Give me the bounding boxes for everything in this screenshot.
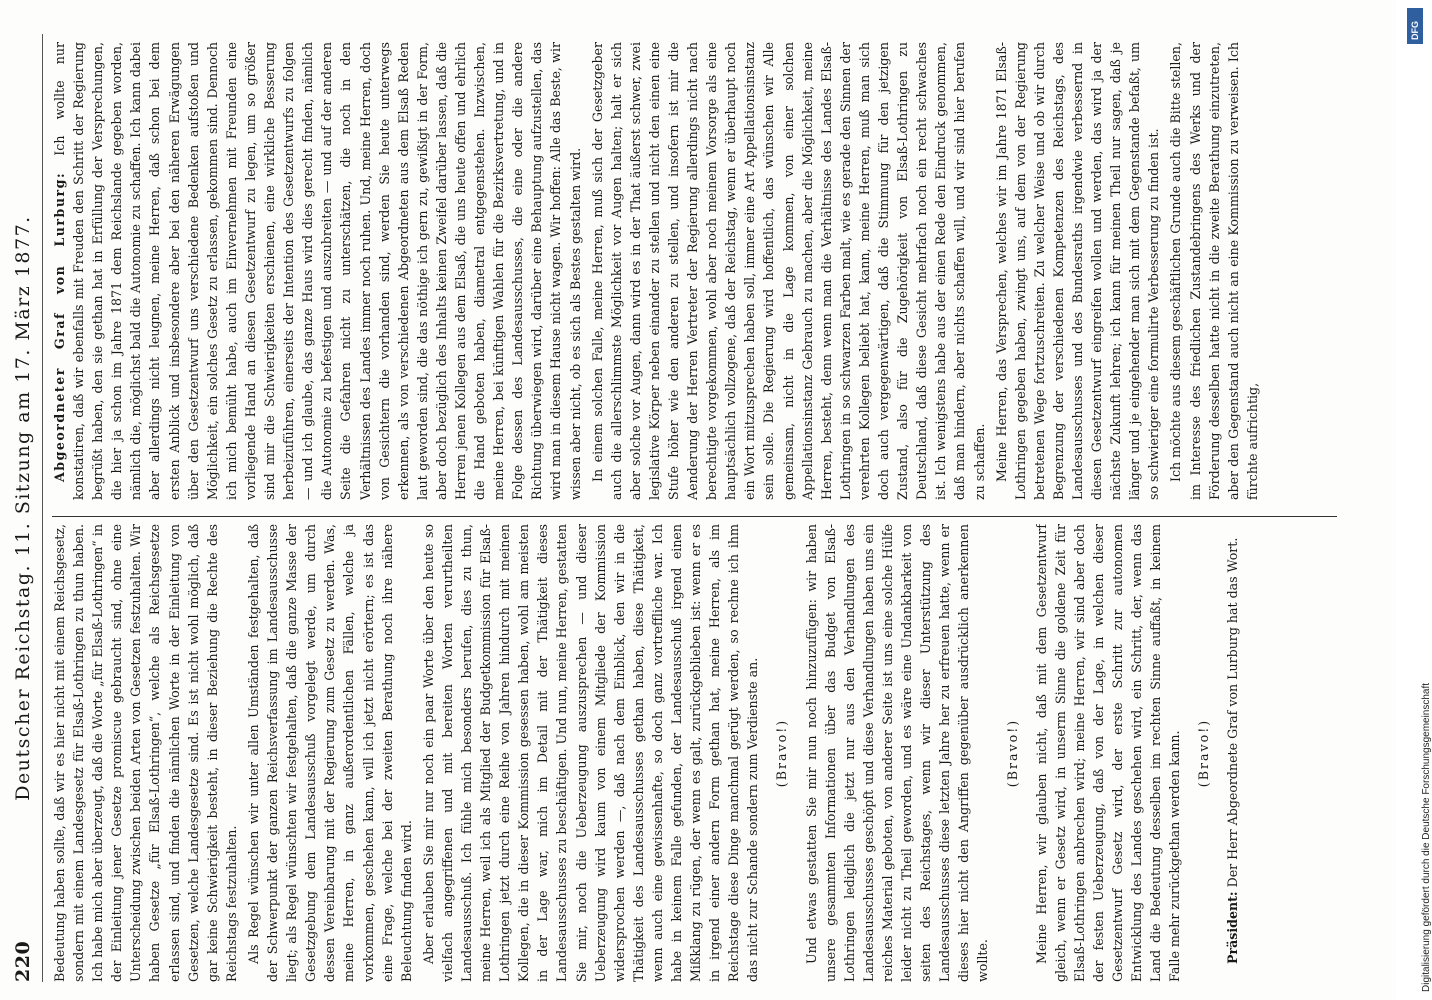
speaker-name: Abgeordneter Graf von Lurburg: (52, 171, 67, 482)
page-header (8, 34, 42, 982)
applause-note: (Bravo!) (774, 718, 790, 788)
dfg-logo (1407, 8, 1423, 44)
running-title: Deutscher Reichstag. 11. Sitzung am 17. März 1877. (12, 215, 34, 801)
header-rule (42, 34, 43, 982)
speech-opening (50, 42, 585, 500)
paragraph: Meine Herren, wir glauben nicht, daß mit dem Gesetzentwurf gleich, wenn er Gesetz wird, in unserm Sinne die goldene Zeit für Elsaß-Lothringen anbrechen wird; meine Herren, wir sind aber doch der festen Ueberzeugung, daß von der Lage, in welchen dieser Gesetzentwurf Gesetz wird, der erste Schritt zur autonomen Entwicklung des Landes geschehen wird, ein Schritt, der, wenn das Land die Bedeutung desselben im rechten Sinne auffaßt, in keinem Falle mehr zurückgethan werden kann. (1033, 524, 1183, 982)
right-column (50, 42, 1340, 500)
president-remark (1223, 524, 1242, 982)
digitization-credit-bar (1396, 0, 1432, 1000)
paragraph: In einem solchen Falle, meine Herren, muß sich der Gesetzgeber auch die allerschlimmste Möglichkeit vor Augen halten; halt er sich aber solche vor Augen, dann wird es in der That äußerst schwer, zwei legislative Körper neben einander zu stellen und nicht den einen eine Stufe höher wie den anderen zu stellen, und insofern ist mir die Aenderung der Herren Vertreter der Regierung allerdings nicht nach berechtigte vorgekommen, wohl aber noch meinem Vorsorge als eine hauptsächlich vollzogene, daß der Reichstag, wenn er überhaupt noch ein Wort mitzusprechen haben soll, immer eine Art Appellationsinstanz sein solle. Die Regierung wird hoffentlich, das wünschen wir Alle gemeinsam, nicht in die Lage kommen, von einer solchen Appellationsinstanz Gebrauch zu machen, aber die Möglichkeit, meine Herren, besteht, denn wenn man die Verhältnisse des Landes Elsaß-Lothringen in so schwarzen Farben malt, wie es gerade den Sinnen der verehrten Kollegen beliebt hat, kann, meine Herren, muß man sich doch auch vergegenwärtigen, daß die Stimmung für den jetzigen Zustand, also für die Zugehörigkeit von Elsaß-Lothringen zu Deutschland, daß diese Gesicht mehrfach noch ein recht schwaches ist. Ich wenigstens habe aus der einen Rede den Eindruck genommen, daß man hindern, aber nichts schaffen will, und wir sind hier berufen zu schaffen. (589, 42, 987, 500)
dfg-logo-text: DFG (1410, 21, 1420, 40)
digitization-credit: Digitalisierung gefördert durch die Deutsche Forschungsgemeinschaft (1421, 682, 1432, 992)
paragraph: Meine Herren, das Versprechen, welches wir im Jahre 1871 Elsaß-Lothringen gegeben haben, zwingt uns, auf dem von der Regierung betretenen Wege fortzuschreiten. Zu welcher Weise und ob wir durch Begrenzung der verschiedenen Kompetenzen des Reichstags, des Landesausschusses und des Bundesraths irgendwie verbessernd in diesen Gesetzentwurf eingreifen wollen und werden, das wird ja der nächste Zukunft lehren; ich kann für meinen Theil nur sagen, daß je länger und je eingehender man sich mit dem Gegenstande befaßt, um so schwieriger eine formulirte Verbesserung zu finden ist. (993, 42, 1162, 500)
paragraph: Ich wollte nur konstatiren, daß wir ebenfalls mit Freuden den Schritt der Regierung begrüßt haben, den sie gethan hat in Erfüllung der Versprechungen, die hier ja schon im Jahre 1871 dem Reichslande gegeben worden, nämlich die, möglichst bald die Autonomie zu schaffen. Ich kann dabei aber allerdings nicht leugnen, meine Herren, daß schon bei dem ersten Anblick und insbesondere aber bei den näheren Erwägungen über den Gesetzentwurf uns verschiedene Bedenken aufstoßen und Möglichkeit, ein solches Gesetz zu erlassen, gekommen sind. Dennoch ich mich bemüht habe, auch im Einvernehmen mit Freunden eine vorliegende Hand an diesen Gesetzentwurf zu legen, um so größer sind mir die Schwierigkeiten erschienen, eine wirkliche Besserung herbeizuführen, einerseits der Intention des Gesetzentwurfs zu folgen — und ich glaube, das ganze Haus wird dies gerecht finden, nämlich die Autonomie zu befestigen und auszubreiten — und auf der anderen Seite die Gefahren nicht zu unterschätzen, die noch in den Verhältnissen des Landes immer noch ruhen. Und, meine Herren, doch von Gesichtern die vorhanden sind, werden Sie heute unterwegs erkennen, als von verschiedenen Abgeordneten aus dem Elsaß Reden laut geworden sind, die das nöthige ich gern zu, gewißigt in der Form, aber doch bezüglich des Inhalts keinen Zweifel darüber lassen, daß die Herren jenen Kollegen aus dem Elsaß, die uns heute offen und ehrlich die Hand geboten haben, diametral entgegenstehen. Inzwischen, meine Herren, bei künftigen Wahlen für die Bezirksvertretung, und in Folge dessen des Landesausschusses, die eine oder die andere Richtung überwiegen wird, darüber eine Behauptung aufzustellen, das wird man in diesem Hause nicht wagen. Wir hoffen: Alle das Beste, wir wissen aber nicht, ob es sich als Bestes gestalten wird. (52, 42, 583, 500)
applause-note: (Bravo!) (1196, 718, 1212, 788)
president-text: Der Herr Abgeordnete Graf von Lurburg hat das Wort. (1225, 537, 1241, 888)
president-label: Präsident: (1225, 891, 1241, 964)
page-number: 220 (12, 940, 34, 982)
paragraph: Aber erlauben Sie mir nur noch ein paar Worte über den heute so vielfach angegriffenen und mit bereiten Worten verurtheilten Landesausschuß. Ich fühle mich besonders berufen, dies zu thun, meine Herren, weil ich als Mitglied der Budgetkommission für Elsaß-Lothringen jetzt durch eine Reihe von Jahren hindurch mit meinen Kollegen, die in dieser Kommission gesessen haben, wohl am meisten in der Lage war, mich im Detail mit der Thätigkeit dieses Landesausschusses zu beschäftigen. Und nun, meine Herren, gestatten Sie mir, noch die Ueberzeugung auszusprechen — und dieser Ueberzeugung wird kaum von einem Mitgliede der Kommission widersprochen werden —, daß nach dem Einblick, den wir in die Thätigkeit des Landesausschusses gethan haben, diese Thätigkeit, wenn auch eine gewissenhafte, so doch ganz vortreffliche war. Ich habe in keinem Falle gefunden, der Landesausschuß irgend einen Mißklang zu rügen, der wenn es galt, zurückgeblieben ist: wenn er es in irgend einer andern Form gethan hat, meine Herren, als im Reichstage diese Dinge manchmal gerügt werden, so rechne ich ihm das nicht zur Schande sondern zum Verdienste an. (420, 524, 761, 982)
paragraph: Als Regel wünschen wir unter allen Umständen festgehalten, daß der Schwerpunkt der ganzen Reichsverfassung im Landesausschusse liegt; als Regel wünschten wir festgehalten, daß die ganze Masse der Gesetzgebung dem Landesausschuß vorgelegt werde, um durch dessen Vereinbarung mit der Regierung zum Gesetz zu werden. Was, meine Herren, in ganz außerordentlichen Fällen, welche ja vorkommen, geschehen kann, will ich jetzt nicht erörtern; es ist das eine Frage, welche bei der zweiten Berathung noch ihre nähere Beleuchtung finden wird. (245, 524, 414, 982)
paragraph: Und etwas gestatten Sie mir nun noch hinzuzufügen: wir haben unsere gesammten Informationen über das Budget von Elsaß-Lothringen lediglich die jetzt nur aus den Verhandlungen des Landesausschusses geschöpft und diese Verhandlungen haben uns ein reiches Material geboten, von anderer Seite ist uns eine solche Hülfe leider nicht zu Theil geworden, und es wäre eine Undankbarkeit von seiten des Reichstages, wenn wir dieser Unterstützung des Landesausschusses diese letzten Jahre her zu erfreuen hatte, wenn er dieses hier nicht den Angriffen gegenüber ausdrücklich anerkennen wollte. (803, 524, 991, 982)
column-divider (52, 516, 1337, 517)
paragraph: Ich möchte aus diesem geschäftlichen Grunde auch die Bitte stellen, im Interesse des friedlichen Zustandebringens des Werks und der Förderung desselben hatte nicht in die zweite Berathung einzutreten, aber den Gegenstand auch nicht an eine Kommission zu verweisen. Ich fürchte aufrichtig, (1168, 42, 1260, 500)
paragraph: Bedeutung haben sollte, daß wir es hier nicht mit einem Reichsgesetz, sondern mit einem Landesgesetz für Elsaß-Lothringen zu thun haben. Ich habe mich aber überzeugt, daß die Worte „für Elsaß-Lothringen“ in der Einleitung jener Gesetze promiscue gebraucht sind, ohne eine Unterscheidung zwischen beiden Arten von Gesetzen festzuhalten. Wir haben Gesetze „für Elsaß-Lothringen“, welche als Reichsgesetze erlassen sind, und finden die nämlichen Worte in der Einleitung von Gesetzen, welche Landesgesetze sind. Es ist nicht wohl möglich, daß gar keine Schwierigkeit besteht, in dieser Beziehung die Rechte des Reichstags festzuhalten. (52, 524, 239, 982)
applause-note: (Bravo!) (1004, 718, 1020, 788)
left-column (50, 524, 1340, 982)
